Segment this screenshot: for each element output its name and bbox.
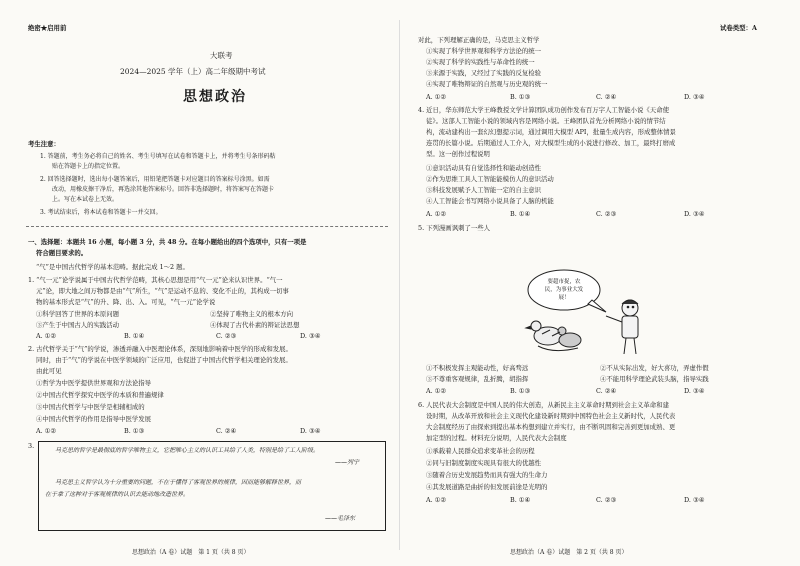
q1-answer: D. ③④ [300, 332, 321, 340]
q3-option: ③来源于实践，又经过了实践的反复检验 [426, 69, 542, 77]
q2-answer: A. ①② [36, 427, 57, 435]
section-title-cont: 符合题目要求的。 [36, 249, 88, 257]
q5-option: ④不能用科学理论武装头脑，指导实践 [600, 375, 709, 383]
q4-line: 4. 近日，华东师范大学王峰教授文学计算团队成功创作发布百万字人工智能小说《天命使 [418, 106, 669, 114]
q2-answer: B. ①③ [124, 427, 145, 435]
quote-mao: 马克思主义哲学认为十分重要的问题，不在于懂得了客观世界的规律，因而能够解释世界，而 [55, 479, 302, 486]
bubble-line-1: 要超市捉，农 [547, 279, 581, 285]
q2-line: 由此可见 [36, 367, 62, 375]
q2-line: 同时，由于“气”的学说在中医学领域的广泛应用，也促进了中国古代哲学相关理论的发展。 [36, 356, 292, 364]
man-figure [606, 300, 638, 354]
exam-org: 大联考 [210, 51, 233, 60]
q4-option: ②作为思维工具人工智能能模仿人的意识活动 [426, 175, 554, 183]
q6-option: ②同与旧制度制度实现具有很大的优越性 [426, 459, 542, 467]
q1-answer: A. ①② [36, 332, 57, 340]
exam-title: 2024—2025 学年（上）高二年级期中考试 [120, 67, 266, 76]
q1-option: ②坚持了唯物主义的根本方向 [210, 310, 294, 318]
q3-answer: D. ③④ [684, 93, 705, 101]
q6-answer: C. ②③ [596, 496, 617, 504]
quote-mao-cont: 在于拿了这种对于客观规律的认识去能动地改造世界。 [45, 491, 190, 498]
subject-title: 思想政治 [183, 89, 247, 105]
q3-answer: B. ①③ [510, 93, 531, 101]
q5-answer: D. ③④ [684, 387, 705, 395]
q5-answer: C. ②④ [596, 387, 617, 395]
bubble-line-3: 展！ [558, 295, 570, 301]
paper-type: 试卷类型：A [720, 24, 757, 32]
q4-option: ③科技发展赋予人工智能一定的自主意识 [426, 186, 542, 194]
q1-option: ④体现了古代朴素的辩证法思想 [210, 321, 300, 329]
q4-line: 构，流动建构出一套幻幻想提示词，通过调用大模型 API，批量生成内容，形成整体情景 [426, 128, 676, 136]
q1-answer: C. ②③ [216, 332, 237, 340]
q4-answer: C. ②③ [596, 210, 617, 218]
q3-option: ①实现了科学世界观和科学方法论的统一 [426, 47, 542, 55]
q5-stem: 5. 下列漫画讽刺了一些人 [418, 224, 491, 232]
q1-option: ①科学回答了世界的本原问题 [36, 310, 120, 318]
q4-line: 徒》。这部人工智能小说的领域内容是网络小说。王峰团队首先分析网络小说的情节结 [426, 117, 666, 125]
bubble-line-2: 民，为事业大发 [544, 287, 584, 293]
q5-answer: A. ①② [426, 387, 447, 395]
notice-line: 3. 考试结束后，将本试卷和答题卡一并交回。 [40, 209, 162, 216]
q1-line: 物的基本形式是“气”的升、降、出、入。可见，“气一元”论学说 [36, 298, 216, 306]
q3-option: ④实现了唯物辩证的自然观与历史观的统一 [426, 80, 548, 88]
q3-intro: 对此，下列理解正确的是，马克思主义哲学 [418, 36, 540, 44]
q6-line: 加定型的过程。材料充分说明，人民代表大会制度 [426, 434, 567, 442]
q6-answer: D. ③④ [684, 496, 705, 504]
quote-lenin: 马克思的哲学是最彻底的哲学唯物主义，它把唯心主义的认识工具给了人类，特别是给了工人阶级。 [55, 447, 320, 454]
q5-option: ③不尊重客观规律，乱折腾，胡指挥 [426, 375, 529, 383]
q4-answer: A. ①② [426, 210, 447, 218]
q4-line: 型。这一创作过程说明 [426, 150, 490, 158]
q4-option: ④人工智能会书写网络小说具备了人脑的机能 [426, 197, 554, 205]
notice-line: 2. 回答选择题时，选出每小题答案后，用铅笔把答题卡对应题目的答案标号涂黑。如需 [40, 176, 270, 183]
q4-line: 连贯的长篇小说。后期通过人工介入，对大模型生成的小说进行修改、加工，最终打磨成 [426, 139, 676, 147]
q2-option: ③中国古代哲学与中医学是相辅相成的 [36, 403, 145, 411]
q6-line: 设时期，从改革开放和社会主义现代化建设新时期到中国特色社会主义新时代，人民代表 [426, 412, 676, 420]
q2-option: ④中国古代哲学的作用是指导中医学发展 [36, 415, 152, 423]
cartoon-illustration [518, 268, 668, 358]
q1-line: 元”论，即大地之间万物都是由“气”所生，“气”是运动不息的、变化不止的，其构成一切事 [36, 287, 289, 295]
quote-lenin-author: ——列宁 [335, 459, 360, 466]
q5-answer: B. ①③ [510, 387, 531, 395]
section-title: 一、选择题：本题共 16 小题，每小题 3 分，共 48 分。在每小题给出的四个选项中，只有一项是 [28, 238, 307, 246]
q6-option: ④其发展道路是曲折的但发展前途是光明的 [426, 483, 548, 491]
notice-line: 改动，用橡皮擦干净后，再选涂其他答案标号。回答非选择题时，将答案写在答题卡 [52, 186, 275, 193]
page-footer: 思想政治（A 卷）试题 第 1 页（共 8 页） [132, 549, 250, 556]
duck-figure [526, 321, 581, 351]
q6-line: 6. 人民代表大会制度是中国人民的伟大创造，从新民主主义革命时期到社会主义革命和建 [418, 401, 669, 409]
q2-line: 2. 古代哲学关于“气”的学说，渗透并融入中医理论体系，深刻地影响着中医学的形成和发展。 [28, 345, 292, 353]
q5-option: ①不积极发挥主观能动性，好高骛远 [426, 364, 529, 372]
q2-option: ②中国古代哲学探究中医学的本质和普遍规律 [36, 391, 164, 399]
q5-option: ②不从实际出发，好大喜功，弄虚作假 [600, 364, 709, 372]
page-2 [400, 0, 800, 566]
notice-line: 1. 答题前，考生务必将自己的姓名、考生号填写在试卷和答题卡上，并将考生号条形码粘 [40, 153, 276, 160]
q3-answer: A. ①② [426, 93, 447, 101]
q1-line: 1. “气一元”论学说属于中国古代哲学范畴，其核心思想是用“气一元”论来认识世界。“气一 [28, 276, 283, 284]
q6-answer: B. ①④ [510, 496, 531, 504]
quote-box [38, 441, 386, 531]
q2-answer: C. ②④ [216, 427, 237, 435]
q2-answer: D. ③④ [300, 427, 321, 435]
q4-answer: D. ③④ [684, 210, 705, 218]
q4-answer: B. ①④ [510, 210, 531, 218]
q4-option: ①意识活动具有自觉选择性和能动创造性 [426, 164, 542, 172]
q3-option: ②实现了科学的实践性与革命性的统一 [426, 58, 535, 66]
divider [26, 226, 388, 227]
q6-answer: A. ①② [426, 496, 447, 504]
secret-label: 绝密★启用前 [28, 24, 67, 32]
q3-number: 3. [28, 442, 35, 450]
notice-line: 贴在答题卡上的指定位置。 [52, 163, 125, 170]
q6-line: 大会制度经历了由探索到提出基本构想到建立并实行，由不断巩固和完善到更加成熟、更 [426, 423, 676, 431]
q1-option: ③产生于中国古人的实践活动 [36, 321, 120, 329]
page-footer: 思想政治（A 卷）试题 第 2 页（共 8 页） [510, 549, 628, 556]
section-intro: “气”是中国古代哲学的基本范畴。据此完成 1～2 题。 [36, 263, 189, 271]
q2-option: ①哲学为中医学提供世界观和方法论指导 [36, 379, 152, 387]
q1-answer: B. ①④ [124, 332, 145, 340]
q6-option: ①承载着人民群众追求变革社会的历程 [426, 447, 535, 455]
q6-option: ③随着合历史发展趋势而具有强大的生命力 [426, 471, 548, 479]
notice-title: 考生注意： [28, 140, 60, 148]
quote-mao-author: ——毛泽东 [325, 515, 356, 522]
q3-answer: C. ②④ [596, 93, 617, 101]
notice-line: 上。写在本试卷上无效。 [52, 196, 119, 203]
